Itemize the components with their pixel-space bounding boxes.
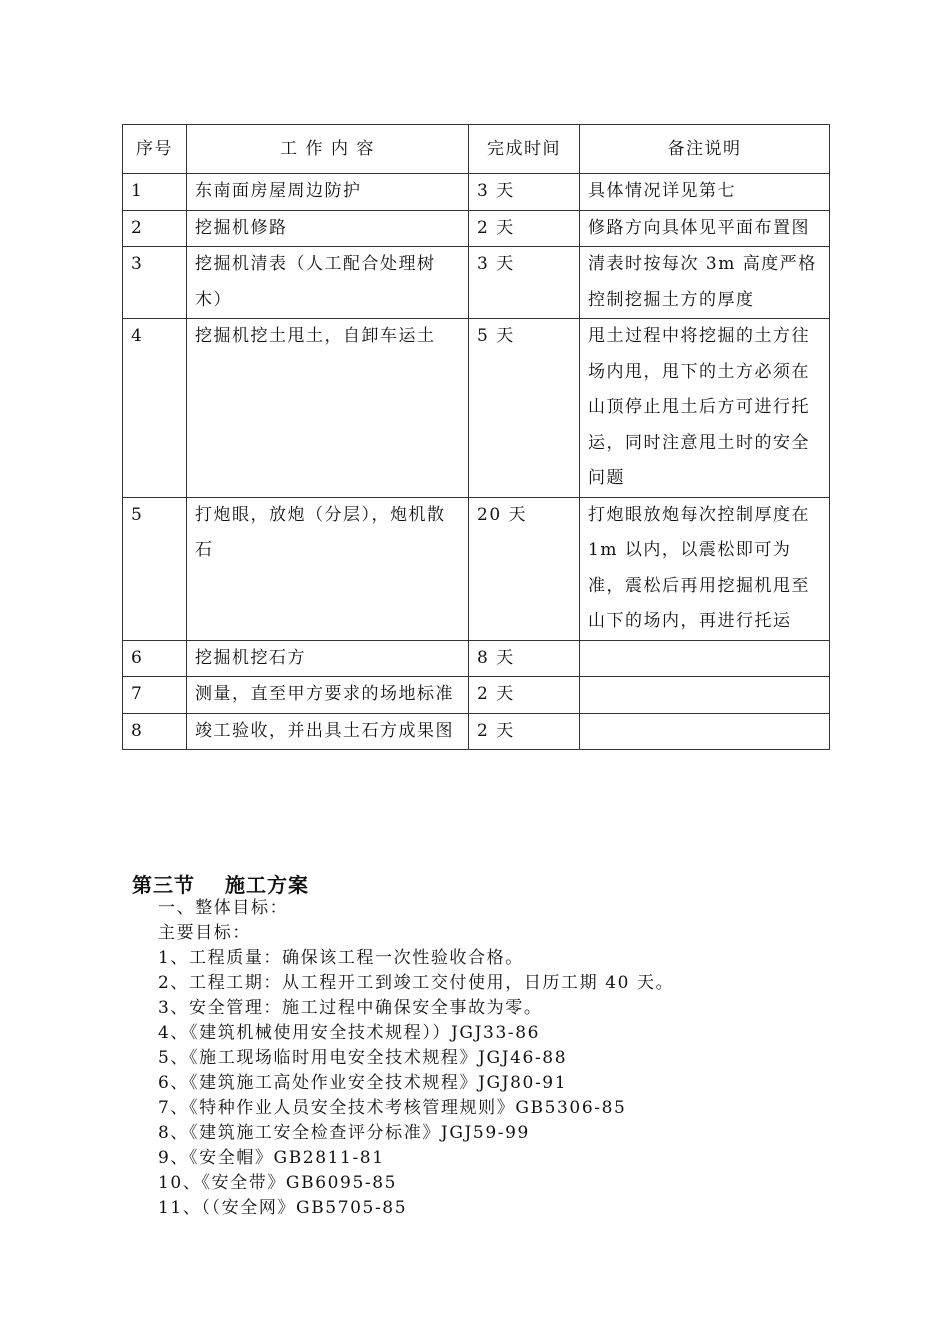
row-work: 东南面房屋周边防护 — [187, 174, 469, 211]
row-work: 挖掘机清表（人工配合处理树木） — [187, 247, 469, 319]
table-row — [123, 247, 830, 319]
row-note: 打炮眼放炮每次控制厚度在 1m 以内，以震松即可为准，震松后再用挖掘机甩至山下的场内，再进行托运 — [580, 497, 830, 640]
row-time: 2 天 — [469, 210, 580, 247]
body-line: 4、《建筑机械使用安全技术规程））JGJ33-86 — [158, 1023, 541, 1043]
row-work: 测量，直至甲方要求的场地标准 — [187, 677, 469, 714]
table-row — [123, 640, 830, 677]
table-row — [123, 497, 830, 640]
body-line: 3、安全管理：施工过程中确保安全事故为零。 — [158, 998, 543, 1018]
header-time: 完成时间 — [469, 125, 580, 174]
header-work: 工 作 内 容 — [187, 125, 469, 174]
body-line: 主要目标： — [158, 923, 251, 943]
row-time: 2 天 — [469, 677, 580, 714]
body-line: 7、《特种作业人员安全技术考核管理规则》GB5306-85 — [158, 1098, 627, 1118]
body-line: 6、《建筑施工高处作业安全技术规程》JGJ80-91 — [158, 1073, 568, 1093]
header-note: 备注说明 — [580, 125, 830, 174]
row-time: 3 天 — [469, 247, 580, 319]
table-row — [123, 713, 830, 750]
header-no: 序号 — [123, 125, 187, 174]
row-time: 20 天 — [469, 497, 580, 640]
row-note — [580, 640, 830, 677]
row-time: 8 天 — [469, 640, 580, 677]
row-work: 挖掘机挖土甩土，自卸车运土 — [187, 319, 469, 498]
body-text — [158, 896, 674, 1221]
work-schedule-table — [122, 124, 830, 750]
body-line: 5、《施工现场临时用电安全技术规程》JGJ46-88 — [158, 1048, 568, 1068]
table-row — [123, 210, 830, 247]
row-time: 3 天 — [469, 174, 580, 211]
body-line: 8、《建筑施工安全检查评分标准》JGJ59-99 — [158, 1123, 530, 1143]
row-note — [580, 677, 830, 714]
body-line: 10、《安全带》GB6095-85 — [158, 1173, 398, 1193]
table-row — [123, 174, 830, 211]
row-no: 8 — [123, 713, 187, 750]
section-heading — [132, 869, 309, 898]
body-line: 9、《安全帽》GB2811-81 — [158, 1148, 385, 1168]
row-no: 2 — [123, 210, 187, 247]
section-title-text: 施工方案 — [225, 873, 309, 897]
row-time: 2 天 — [469, 713, 580, 750]
table-header-row — [123, 125, 830, 174]
row-time: 5 天 — [469, 319, 580, 498]
row-no: 1 — [123, 174, 187, 211]
row-no: 5 — [123, 497, 187, 640]
row-note: 修路方向具体见平面布置图 — [580, 210, 830, 247]
body-line: 一、整体目标： — [158, 898, 289, 918]
body-line: 1、工程质量：确保该工程一次性验收合格。 — [158, 948, 524, 968]
body-line: 11、（（安全网》GB5705-85 — [158, 1198, 408, 1218]
row-no: 3 — [123, 247, 187, 319]
section-number: 第三节 — [132, 873, 195, 897]
row-no: 6 — [123, 640, 187, 677]
table-row — [123, 677, 830, 714]
row-work: 竣工验收，并出具土石方成果图 — [187, 713, 469, 750]
row-note: 甩土过程中将挖掘的土方往场内甩，甩下的土方必须在山顶停止甩土后方可进行托运，同时注意甩土时的安全问题 — [580, 319, 830, 498]
table-row — [123, 319, 830, 498]
body-line: 2、工程工期：从工程开工到竣工交付使用，日历工期 40 天。 — [158, 973, 675, 993]
row-note: 具体情况详见第七 — [580, 174, 830, 211]
row-note: 清表时按每次 3m 高度严格控制挖掘土方的厚度 — [580, 247, 830, 319]
row-work: 挖掘机修路 — [187, 210, 469, 247]
row-work: 挖掘机挖石方 — [187, 640, 469, 677]
row-work: 打炮眼，放炮（分层），炮机散石 — [187, 497, 469, 640]
row-no: 7 — [123, 677, 187, 714]
row-note — [580, 713, 830, 750]
row-no: 4 — [123, 319, 187, 498]
